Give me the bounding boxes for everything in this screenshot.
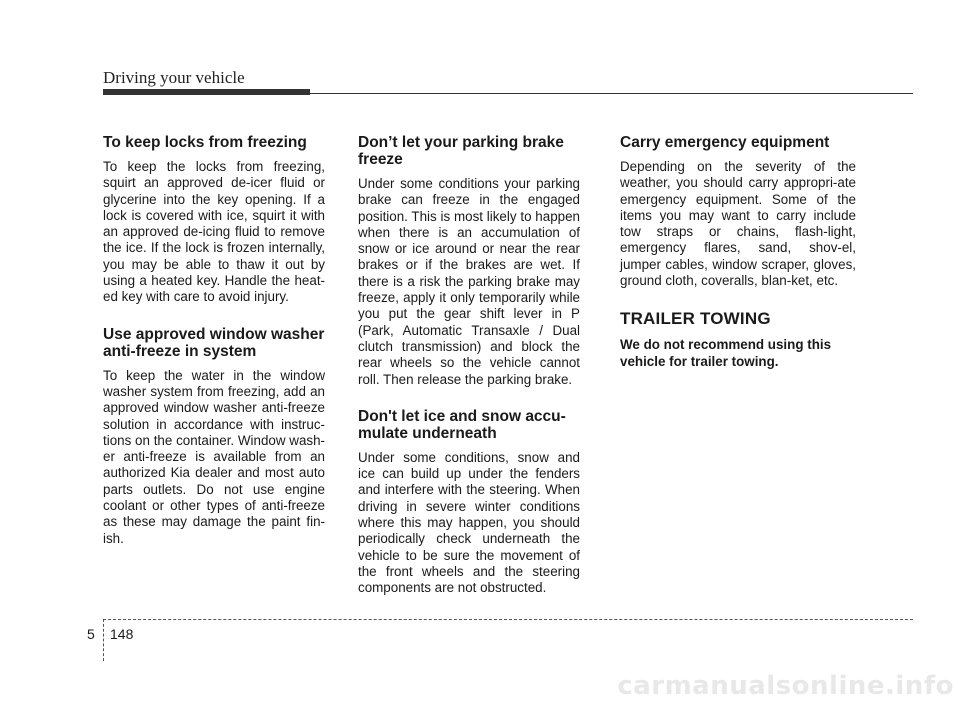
header-rule <box>103 93 913 94</box>
header-accent-bar <box>103 89 310 95</box>
footer-rule <box>103 619 913 620</box>
section-heading-ice-snow: Don't let ice and snow accu-mulate underneath <box>358 407 566 442</box>
column-middle <box>358 134 580 617</box>
section-body-trailer: We do not recommend using this vehicle for trailer towing. <box>620 337 832 369</box>
section-heading-trailer: TRAILER TOWING <box>620 309 771 329</box>
section-body-ice-snow: Under some conditions, snow and ice can build up under the fenders and interfere with the steering. When driving in severe winter conditions where this may happen, you should periodically check underneath the vehicle to be sure the movement of the front wheels and the steering components are not obstructed. <box>358 449 580 596</box>
watermark: carmanualsonline.info <box>617 671 954 701</box>
page-number: 148 <box>110 626 134 642</box>
section-body-locks: To keep the locks from freezing, squirt an approved de-icer fluid or glycerine into the key opening. If a lock is covered with ice, squirt it with an approved de-icing fluid to remove the ice. If the lock is frozen internally, you may be able to thaw it out by using a heated key. Handle the heat-ed key with care to avoid injury. <box>103 159 325 305</box>
column-left <box>103 134 325 567</box>
section-heading-parking-brake: Don’t let your parking brake freeze <box>358 134 564 168</box>
footer-divider <box>103 619 104 661</box>
section-heading-washer: Use approved window washer anti-freeze in system <box>103 325 325 360</box>
section-body-parking-brake: Under some conditions your parking brake can freeze in the engaged position. This is most likely to happen when there is an accumulation of snow or ice around or near the rear brakes or if the brakes are wet. If there is a risk the parking brake may freeze, apply it only temporarily while you put the gear shift lever in P (Park, Automatic Transaxle / Dual clutch transmission) and block the rear wheels so the vehicle cannot roll. Then release the parking brake. <box>358 176 580 387</box>
section-heading-emergency: Carry emergency equipment <box>620 134 830 151</box>
column-right <box>620 134 856 370</box>
section-heading-locks: To keep locks from freezing <box>103 134 307 151</box>
section-body-washer: To keep the water in the window washer system from freezing, add an approved window washer anti-freeze solution in accordance with instruc-tions on the container. Window wash-er anti-freeze is available from an authorized Kia dealer and most auto parts outlets. Do not use engine coolant or other types of anti-freeze as these may damage the paint fin-ish. <box>103 367 325 546</box>
section-body-emergency: Depending on the severity of the weather, you should carry appropri-ate emergency equipment. Some of the items you may want to carry include tow straps or chains, flash-light, emergency flares, sand, shov-el, jumper cables, window scraper, gloves, ground cloth, coveralls, blan-ket, etc. <box>620 159 856 289</box>
page-header-title: Driving your vehicle <box>103 68 245 87</box>
chapter-number: 5 <box>87 626 95 642</box>
